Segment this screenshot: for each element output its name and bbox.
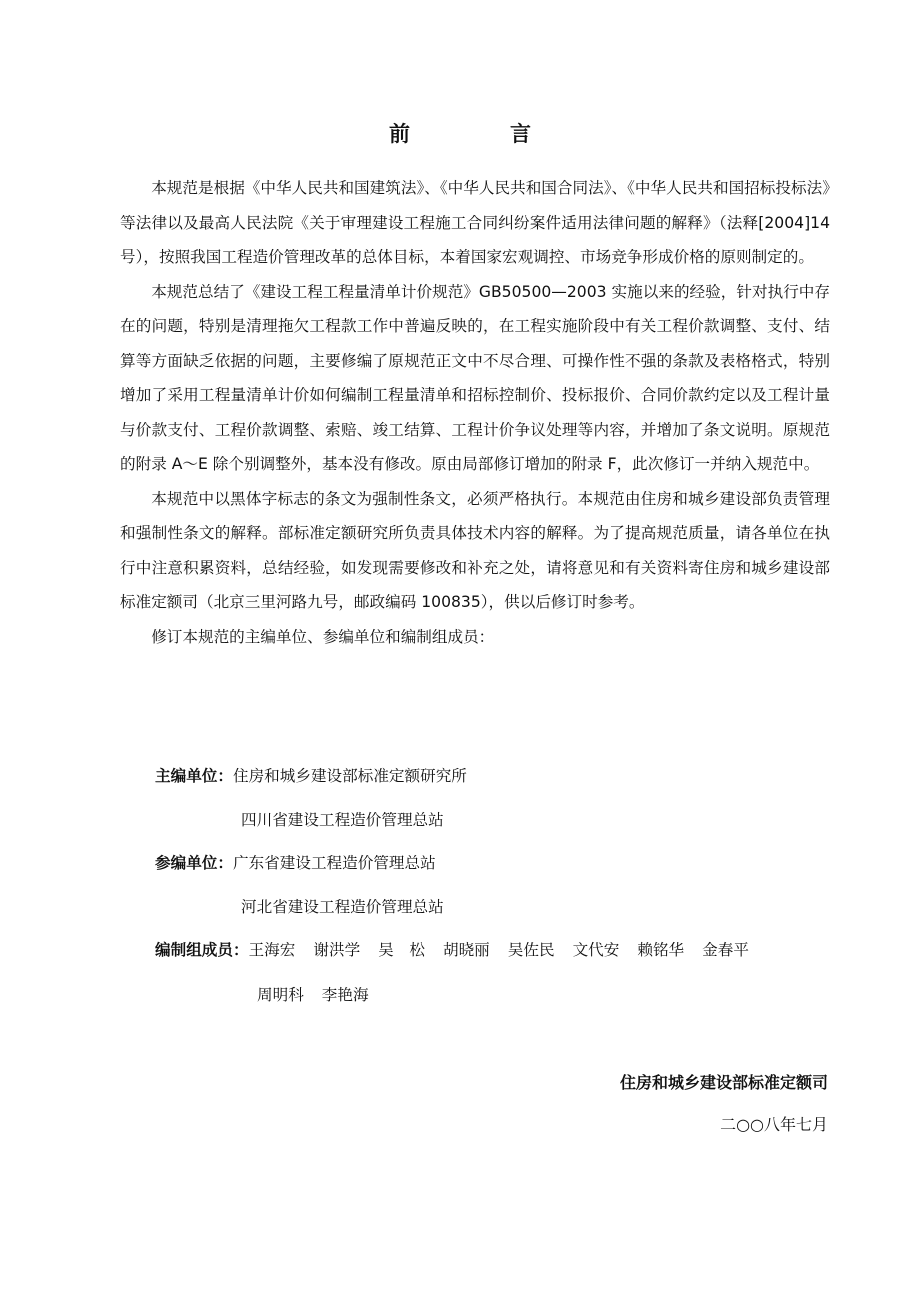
intro-line: 修订本规范的主编单位、参编单位和编制组成员：: [151, 627, 495, 646]
signature-org: 住房和城乡建设部标准定额司: [619, 1073, 828, 1092]
page-title: [0, 118, 920, 148]
title-char-1: 前: [389, 122, 410, 146]
members-label: 编制组成员：: [155, 941, 249, 959]
chief-unit-1: 住房和城乡建设部标准定额研究所: [232, 767, 467, 785]
preface-body: [120, 171, 830, 654]
member-name: 李艳海: [321, 986, 369, 1004]
participant-unit-2: 河北省建设工程造价管理总站: [241, 898, 444, 916]
member-name: 周明科: [257, 986, 304, 1004]
member-name: 文代安: [572, 941, 620, 959]
member-name: 王海宏: [248, 941, 296, 959]
member-name: 赖铭华: [637, 941, 685, 959]
members-row-1: [155, 938, 767, 960]
member-name: 谢洪学: [313, 941, 361, 959]
participant-unit-1: 广东省建设工程造价管理总站: [232, 854, 436, 872]
signature-date: 二○○八年七月: [720, 1115, 828, 1134]
member-name: 吴 松: [378, 941, 425, 959]
participant-unit-row: [155, 851, 436, 873]
member-name: 胡晓丽: [442, 941, 490, 959]
paragraph-1: 本规范是根据《中华人民共和国建筑法》、《中华人民共和国合同法》、《中华人民共和国招标投标法》等法律以及最高人民法院《关于审理建设工程施工合同纠纷案件适用法律问题的解释》（法释[2004]14 号），按照我国工程造价管理改革的总体目标，本着国家宏观调控、市场竞争形成价格的原则制定的。: [120, 179, 830, 266]
title-char-2: 言: [510, 122, 531, 146]
chief-unit-row: [155, 764, 467, 786]
paragraph-3: 本规范中以黑体字标志的条文为强制性条文，必须严格执行。本规范由住房和城乡建设部负责管理和强制性条文的解释。部标准定额研究所负责具体技术内容的解释。为了提高规范质量，请各单位在执行中注意积累资料，总结经验，如发现需要修改和补充之处，请将意见和有关资料寄住房和城乡建设部标准定额司（北京三里河路九号，邮政编码 100835），供以后修订时参考。: [120, 489, 830, 611]
chief-unit-label: 主编单位：: [155, 767, 233, 785]
member-name: 吴佐民: [507, 941, 555, 959]
paragraph-2: 本规范总结了《建设工程工程量清单计价规范》GB50500—2003 实施以来的经验，针对执行中存在的问题，特别是清理拖欠工程款工作中普遍反映的，在工程实施阶段中有关工程价款调整、支付、结算等方面缺乏依据的问题，主要修编了原规范正文中不尽合理、可操作性不强的条款及表格格式，特别增加了采用工程量清单计价如何编制工程量清单和招标控制价、投标报价、合同价款约定以及工程计量与价款支付、工程价款调整、索赔、竣工结算、工程计价争议处理等内容，并增加了条文说明。原规范的附录 A～E 除个别调整外，基本没有修改。原由局部修订增加的附录 F，此次修订一并纳入规范中。: [120, 282, 830, 473]
member-name: 金春平: [702, 941, 749, 959]
participant-unit-label: 参编单位：: [155, 854, 233, 872]
chief-unit-2: 四川省建设工程造价管理总站: [241, 811, 444, 829]
members-row-2: [257, 983, 387, 1005]
